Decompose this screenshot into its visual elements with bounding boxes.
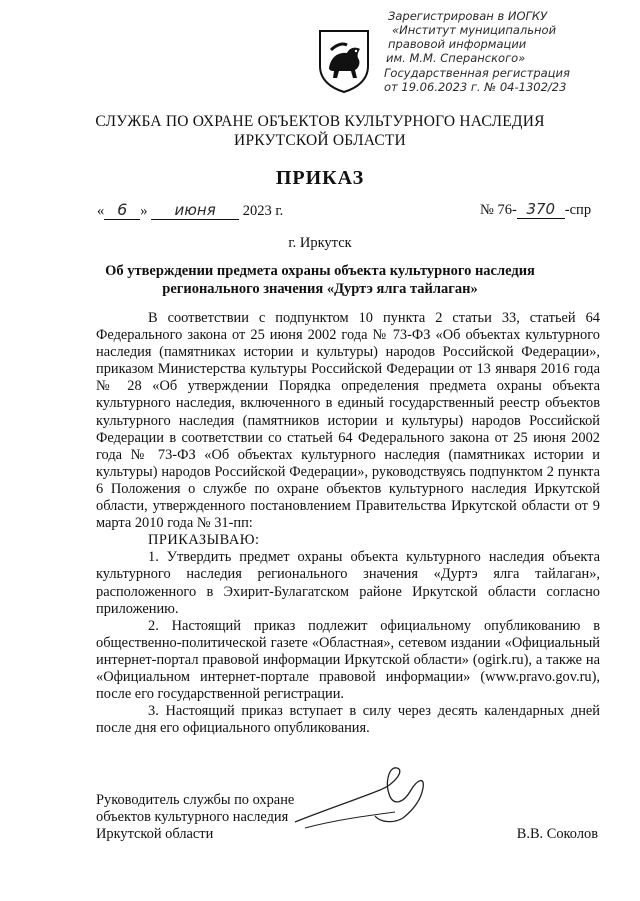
date-year: 2023 г. [242,203,284,219]
stamp-line: правовой информации [388,37,527,51]
city: г. Иркутск [288,235,352,251]
subject-line: Об утверждении предмета охраны объекта культурного наследия [105,263,535,279]
date-month: июня [151,201,239,220]
coat-of-arms-icon [317,28,371,94]
date-quote: » [140,203,148,219]
date-day: 6 [104,200,140,220]
position-line: Иркутской области [96,826,214,842]
stamp-line: «Институт муниципальной [392,23,557,37]
number-value: 370 [517,200,565,219]
document-title: ПРИКАЗ [275,167,365,189]
order-item-2: 2. Настоящий приказ подлежит официальному опубликованию в общественно-политической газете «Областная», сетевом издании «Официальный интернет-портал правовой информации Иркутской области» (ogirk.ru), а также на «Официальном интернет-портале правовой информации» (www.pravo.gov.ru), после его государственной регистрации. [96,617,600,703]
document-date [97,200,283,220]
order-item-3: 3. Настоящий приказ вступает в силу через десять календарных дней после дня его официального опубликования. [96,703,600,737]
signatory-position [96,792,294,843]
stamp-line: им. М.М. Сперанского» [386,51,526,65]
handwritten-signature-icon [285,760,445,840]
agency-name-line2: ИРКУТСКОЙ ОБЛАСТИ [234,132,406,149]
stamp-line: Зарегистрирован в ИОГКУ [388,9,548,23]
stamp-line: от 19.06.2023 г. № 04-1302/23 [384,80,567,94]
position-line: объектов культурного наследия [96,809,289,825]
preamble-paragraph: В соответствии с подпунктом 10 пункта 2 статьи 33, статьей 64 Федерального закона от 25 июня 2002 года № 73-ФЗ «Об объектах культурного наследия (памятниках истории и культуры) народов Российской Федерации», приказом Министерства культуры Российской Федерации от 13 января 2016 года № 28 «Об утверждении Порядка определения предмета охраны объекта культурного наследия, включенного в единый государственный реестр объектов культурного наследия (памятников истории и культуры) народов Российской Федерации в соответствии со статьей 64 Федерального закона от 25 июня 2002 года № 73-ФЗ «Об объектах культурного наследия (памятниках истории и культуры) народов Российской Федерации», руководствуясь подпунктом 2 пункта 6 Положения о службе по охране объектов культурного наследия Иркутской области, утвержденного постановлением Правительства Иркутской области от 9 марта 2010 года № 31-пп: [96,310,600,532]
number-suffix: -спр [564,202,592,218]
order-item-1: 1. Утвердить предмет охраны объекта культурного наследия объекта культурного наследия регионального значения «Дуртэ ялга тайлаган», расположенного в Эхирит-Булагатском районе Иркутской области согласно приложению. [96,549,600,617]
order-word: ПРИКАЗЫВАЮ: [148,532,260,549]
document-number [480,200,591,219]
document-body [96,310,600,737]
date-quote: « [97,203,105,219]
stamp-line: Государственная регистрация [384,66,570,80]
document-subject [85,262,555,298]
subject-line: регионального значения «Дуртэ ялга тайлаган» [162,281,478,297]
signatory-name: В.В. Соколов [516,826,598,842]
number-prefix: № 76- [480,202,517,218]
position-line: Руководитель службы по охране [96,792,295,808]
agency-name-line1: СЛУЖБА ПО ОХРАНЕ ОБЪЕКТОВ КУЛЬТУРНОГО НАСЛЕДИЯ [95,113,545,130]
